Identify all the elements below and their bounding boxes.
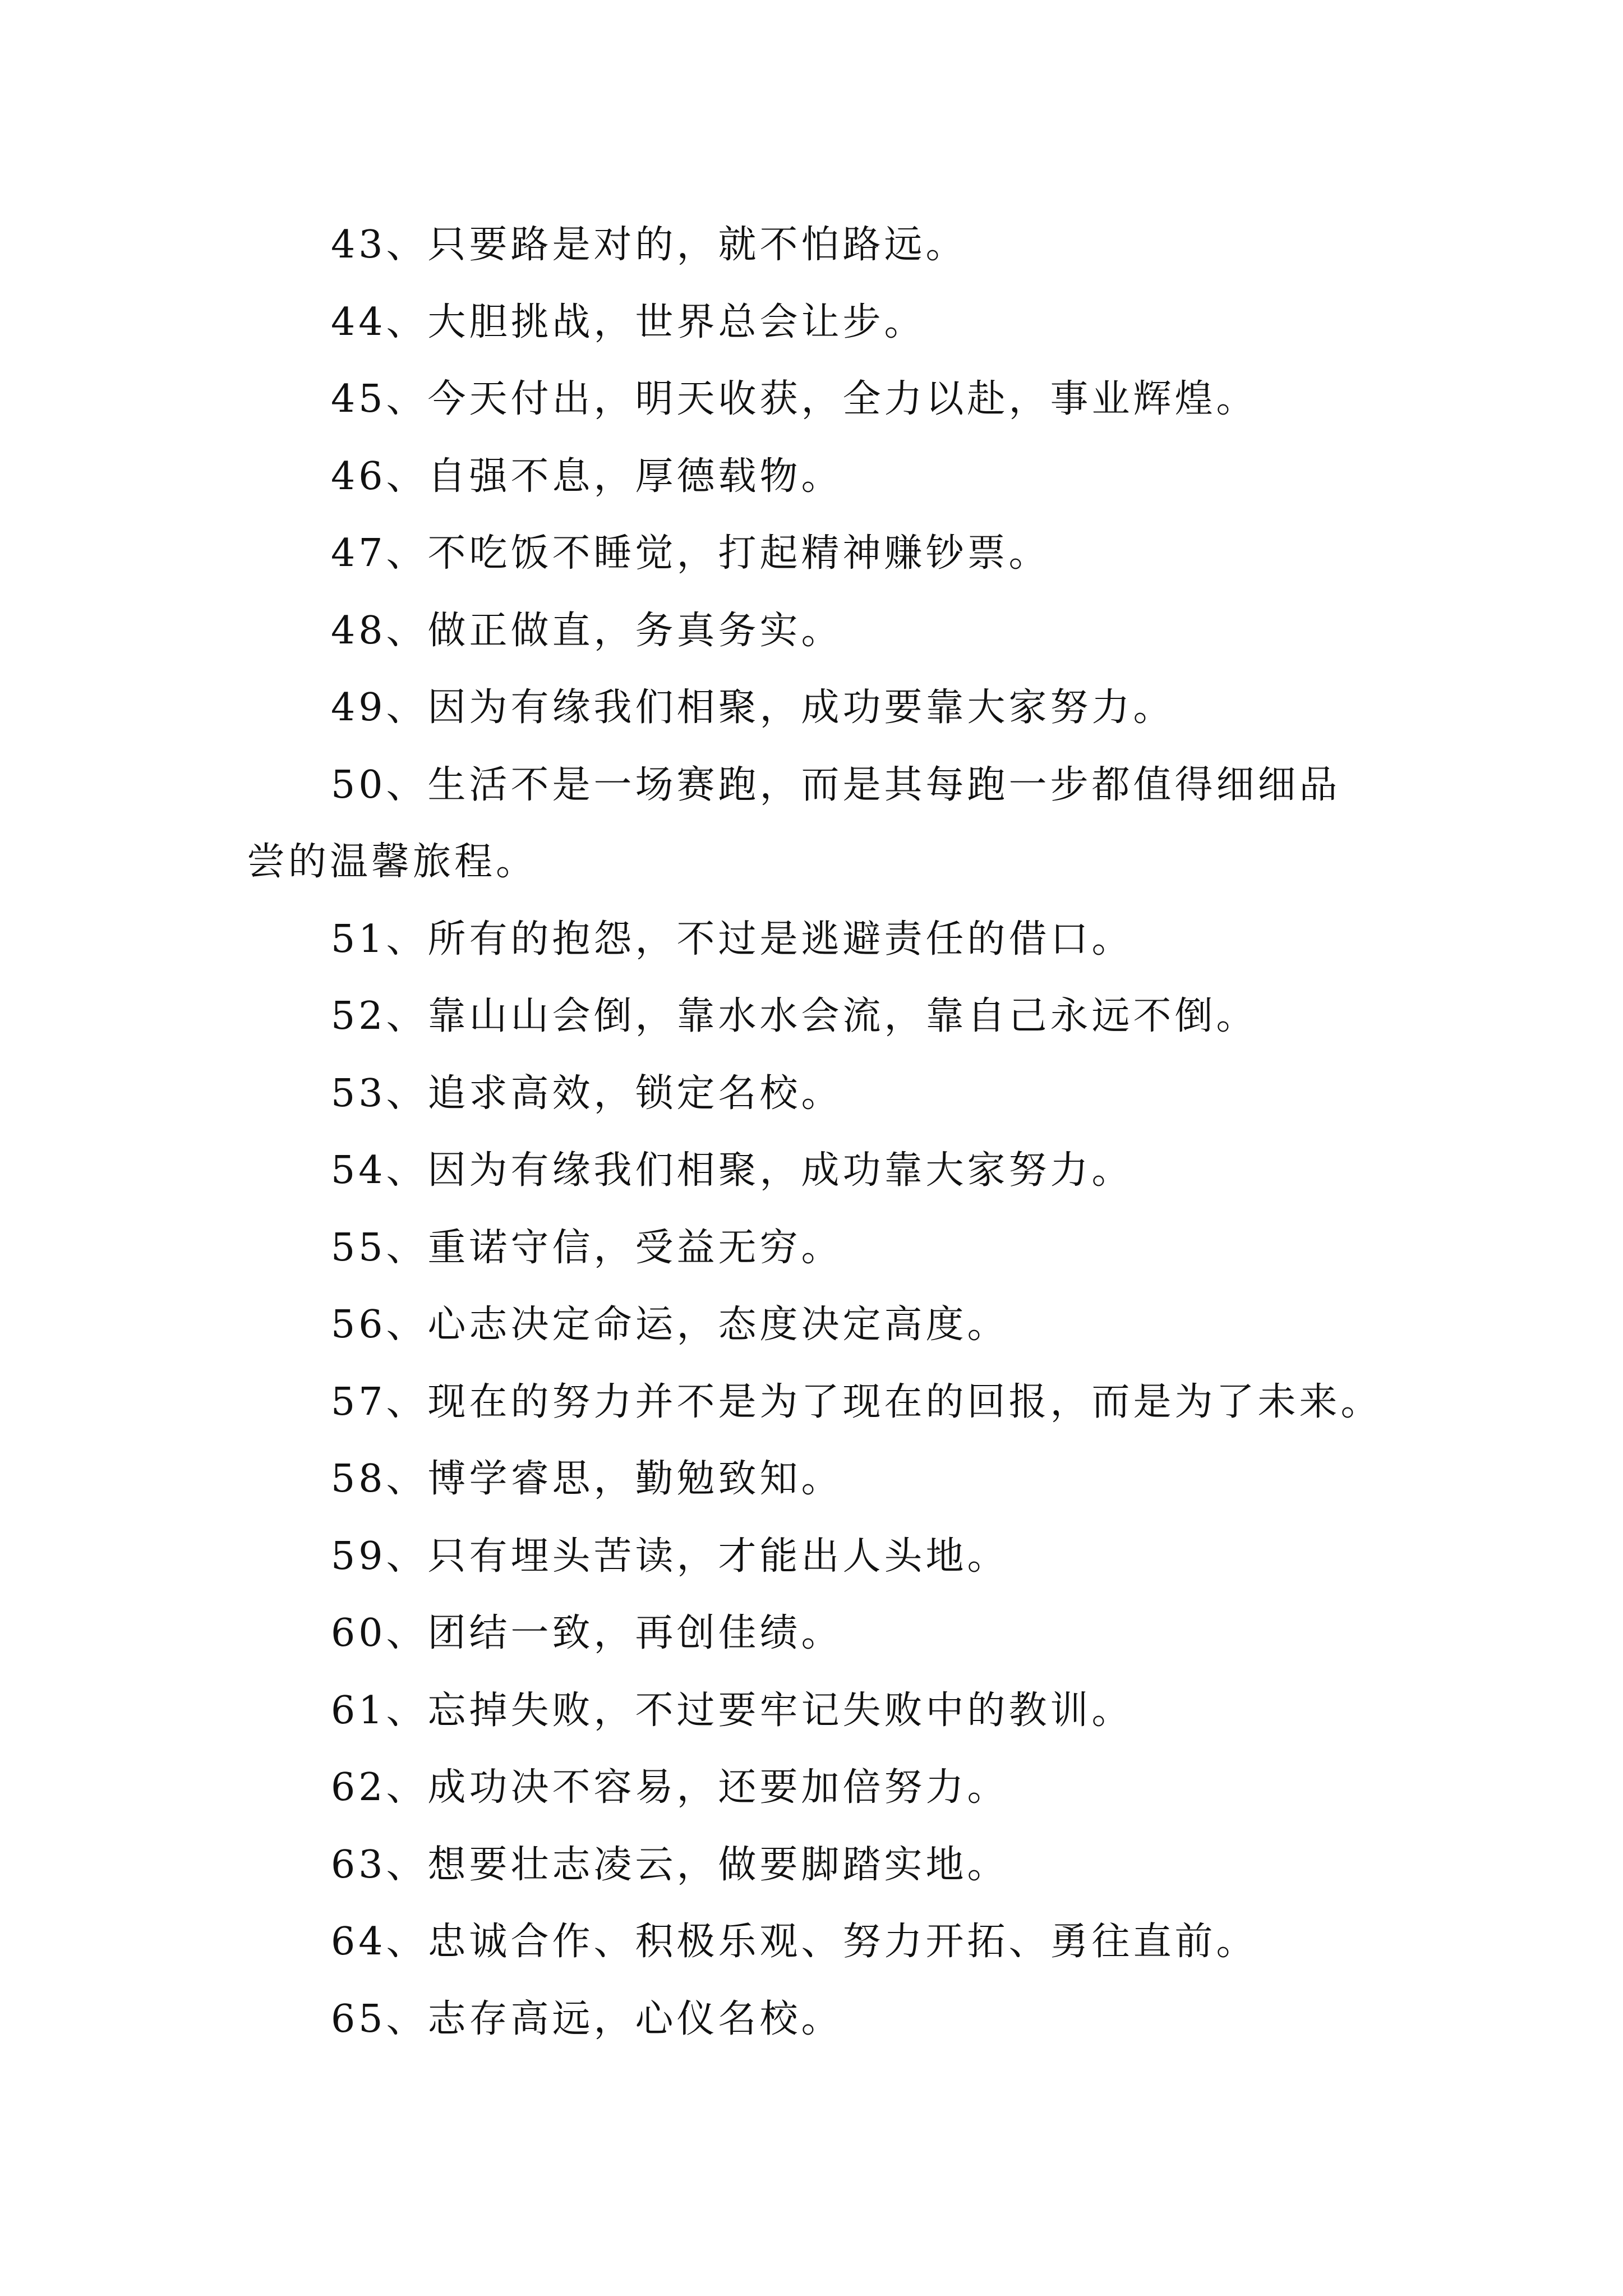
slogan-line-57: 57、现在的努力并不是为了现在的回报，而是为了未来。 — [331, 1379, 1382, 1424]
slogan-line-55: 55、重诺守信，受益无穷。 — [331, 1225, 843, 1270]
slogan-line-61: 61、忘掉失败，不过要牢记失败中的教训。 — [331, 1688, 1133, 1733]
slogan-line-63: 63、想要壮志凌云，做要脚踏实地。 — [331, 1842, 1009, 1887]
slogan-line-49: 49、因为有缘我们相聚，成功要靠大家努力。 — [331, 685, 1175, 730]
slogan-line-62: 62、成功决不容易，还要加倍努力。 — [331, 1765, 1009, 1810]
slogan-line-43: 43、只要路是对的，就不怕路远。 — [331, 223, 967, 267]
slogan-line-50-continued: 尝的温馨旅程。 — [247, 840, 538, 884]
slogan-line-45: 45、今天付出，明天收获，全力以赴，事业辉煌。 — [331, 377, 1258, 421]
slogan-line-59: 59、只有埋头苦读，才能出人头地。 — [331, 1534, 1009, 1579]
slogan-list — [247, 206, 1391, 2058]
slogan-line-58: 58、博学睿思，勤勉致知。 — [331, 1457, 843, 1501]
slogan-line-51: 51、所有的抱怨，不过是逃避责任的借口。 — [331, 917, 1133, 961]
slogan-line-60: 60、团结一致，再创佳绩。 — [331, 1611, 843, 1655]
slogan-line-65: 65、志存高远，心仪名校。 — [331, 1996, 843, 2041]
slogan-line-50: 50、生活不是一场赛跑，而是其每跑一步都值得细细品 — [331, 762, 1341, 807]
slogan-line-53: 53、追求高效，锁定名校。 — [331, 1071, 843, 1116]
slogan-line-56: 56、心志决定命运，态度决定高度。 — [331, 1303, 1009, 1347]
slogan-line-47: 47、不吃饭不睡觉，打起精神赚钞票。 — [331, 531, 1050, 576]
slogan-line-54: 54、因为有缘我们相聚，成功靠大家努力。 — [331, 1148, 1133, 1193]
slogan-line-44: 44、大胆挑战，世界总会让步。 — [331, 300, 926, 344]
slogan-line-46: 46、自强不息，厚德载物。 — [331, 454, 843, 499]
slogan-line-64: 64、忠诚合作、积极乐观、努力开拓、勇往直前。 — [331, 1920, 1258, 1964]
slogan-line-48: 48、做正做直，务真务实。 — [331, 608, 843, 653]
slogan-line-52: 52、靠山山会倒，靠水水会流，靠自己永远不倒。 — [331, 994, 1258, 1038]
